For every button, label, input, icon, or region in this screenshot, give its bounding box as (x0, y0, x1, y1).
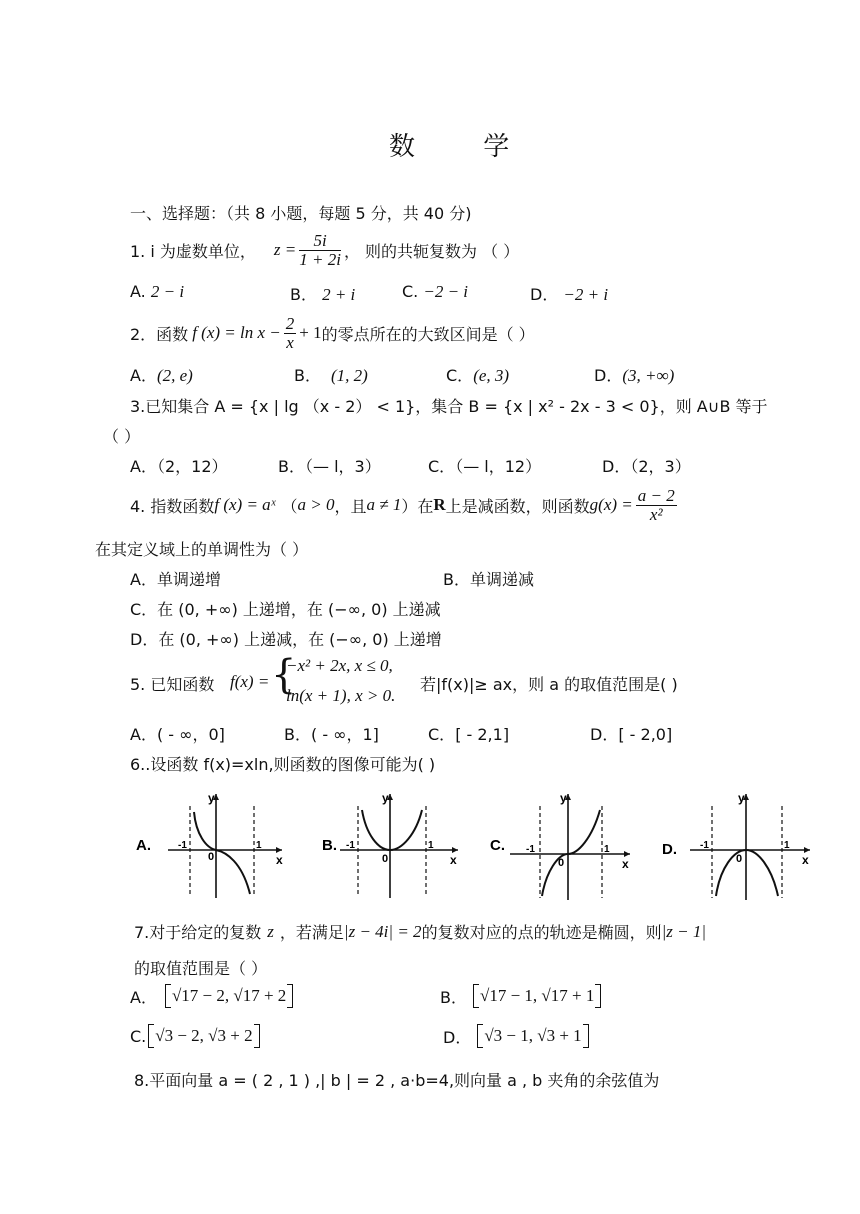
axis-y-label: y (560, 791, 567, 805)
axis-origin-label: 0 (382, 853, 389, 865)
question-2 (130, 310, 535, 356)
graph-option-label: C. (490, 837, 505, 854)
q7-abs1: |z − 4i| = 2 (343, 921, 422, 941)
axis-x-label: x (276, 853, 283, 867)
q2-eq2: + 1 (299, 323, 322, 342)
q3-opt-a: A．（2，12） (130, 457, 228, 476)
axis-y-label: y (382, 791, 389, 805)
question-3-line2: （ ） (103, 427, 141, 446)
q4-text-c2: ，且 (334, 496, 367, 516)
question-4 (130, 482, 680, 528)
axis-x-label: x (622, 857, 629, 871)
q4-eq: f (x) = aˣ (214, 495, 276, 514)
axis-one-label: 1 (604, 844, 610, 855)
q5-opt-d: D．[ - 2,0] (590, 725, 673, 744)
q6-graph-c (488, 788, 638, 910)
q7-text-c: 的复数对应的点的轨迹是椭圆，则 (421, 923, 662, 942)
q3-opt-c: C．（— l，12） (428, 457, 542, 476)
axis-origin-label: 0 (736, 853, 743, 865)
q6-graph-b (318, 788, 468, 910)
axis-origin-label: 0 (208, 851, 215, 863)
q1-opt-d: D． −2 + i (530, 285, 609, 304)
q7-text-b: ，若满足 (279, 923, 344, 942)
q2-eq: f (x) = ln x − (192, 323, 281, 342)
q5-case2: ln(x + 1), x > 0. (286, 686, 396, 705)
q2-opt-b: B． (1, 2) (294, 366, 368, 385)
q7-opt-a: A． √17 − 2, √17 + 2 (130, 984, 293, 1008)
q2-text-b: 的零点所在的大致区间是（ ） (321, 324, 535, 344)
q7-abs2: |z − 1| (661, 921, 707, 941)
axis-one-label: 1 (784, 840, 790, 851)
axis-x-label: x (450, 853, 457, 867)
q7-opt-b: B． √17 − 1, √17 + 1 (440, 984, 601, 1008)
axis-minus-one-label: -1 (346, 840, 355, 851)
axis-origin-label: 0 (558, 857, 565, 869)
q4-R: R (433, 495, 446, 514)
question-8: 8.平面向量 a = ( 2 , 1 ) ,| b | = 2 , a·b=4,则向量 a , b 夹角的余弦值为 (134, 1071, 660, 1090)
question-5 (130, 652, 770, 712)
q1-eq: z = (273, 240, 297, 259)
question-1 (130, 228, 519, 272)
q2-opt-a: A．(2, e) (130, 366, 193, 385)
q5-f: f(x) = (230, 672, 270, 691)
q7-z: z (267, 921, 274, 941)
q3-opt-b: B．（— l，3） (278, 457, 381, 476)
axis-minus-one-label: -1 (178, 840, 187, 851)
q5-opt-a: A．( - ∞，0] (130, 725, 225, 744)
q5-opt-c: C．[ - 2,1] (428, 725, 510, 744)
q7-opt-d: D． √3 − 1, √3 + 1 (443, 1024, 589, 1048)
q5-opt-b: B．( - ∞，1] (284, 725, 379, 744)
q1-opt-a: A. 2 − i (130, 282, 185, 301)
q1-fraction: $\frac{5i}{1 + 2i}$ (299, 230, 341, 269)
q1-text-b: ， 则的共轭复数为 （ ） (343, 241, 520, 261)
axis-y-label: y (208, 791, 215, 805)
q7-opt-c: C. √3 − 2, √3 + 2 (130, 1024, 260, 1048)
q4-text-b: （ (281, 496, 298, 516)
q4-text-c5: 上是减函数，则函数 (445, 496, 590, 516)
q1-opt-b: B． 2 + i (290, 285, 356, 304)
q1-text-a: 1. i 为虚数单位， (130, 241, 256, 261)
section-heading: 一、选择题：（共 8 小题，每题 5 分，共 40 分) (130, 204, 472, 223)
q4-opt-d: D．在 (0, +∞) 上递减，在 (−∞, 0) 上递增 (130, 630, 442, 649)
q2-opt-c: C．(e, 3) (446, 366, 510, 385)
axis-x-label: x (802, 853, 809, 867)
q6-graph-d (660, 788, 820, 910)
q4-opt-a: A．单调递增 (130, 570, 221, 589)
question-4-line2: 在其定义域上的单调性为（ ） (95, 540, 309, 559)
q5-case1: −x² + 2x, x ≤ 0, (286, 656, 393, 675)
graph-option-label: D. (662, 841, 677, 858)
axis-minus-one-label: -1 (700, 840, 709, 851)
question-3-line1: 3.已知集合 A = {x | lg （x - 2） < 1}，集合 B = {x | x² - 2x - 3 < 0}，则 A∪B 等于 (130, 397, 768, 416)
q4-cond1: a > 0 (297, 495, 335, 514)
q5-text-a: 5. 已知函数 (130, 675, 215, 694)
q4-fraction: $\frac{a - 2}{\text{x²}}$ (637, 485, 675, 524)
q4-cond2: a ≠ 1 (366, 495, 402, 514)
axis-y-label: y (738, 791, 745, 805)
q1-opt-c: C. −2 − i (402, 282, 469, 301)
q4-opt-b: B．单调递减 (443, 570, 534, 589)
axis-minus-one-label: -1 (526, 844, 535, 855)
graph-option-label: B. (322, 837, 337, 854)
q4-g: g(x) = (589, 495, 633, 514)
q2-fraction: $\frac{2}{x}$ (285, 313, 295, 352)
q5-brace: { (271, 652, 297, 698)
q3-opt-d: D．（2，3） (602, 457, 691, 476)
q2-text-a: 2．函数 (130, 324, 189, 344)
graph-option-label: A. (136, 837, 151, 854)
axis-one-label: 1 (428, 840, 434, 851)
page-title: 数 学 (389, 132, 510, 162)
question-6: 6..设函数 f(x)=xln,则函数的图像可能为( ) (130, 755, 436, 774)
q7-text-a: 7.对于给定的复数 (134, 923, 262, 942)
q5-text-b: 若|f(x)|≥ ax，则 a 的取值范围是( ) (420, 675, 678, 694)
question-7 (134, 920, 706, 943)
question-7-line2: 的取值范围是（ ） (134, 959, 268, 978)
q2-opt-d: D．(3, +∞) (594, 366, 675, 385)
q4-text-a: 4. 指数函数 (130, 496, 215, 516)
axis-one-label: 1 (256, 840, 262, 851)
q6-graph-a (132, 788, 292, 910)
q4-text-c4: ）在 (401, 496, 434, 516)
q4-opt-c: C．在 (0, +∞) 上递增，在 (−∞, 0) 上递减 (130, 600, 441, 619)
